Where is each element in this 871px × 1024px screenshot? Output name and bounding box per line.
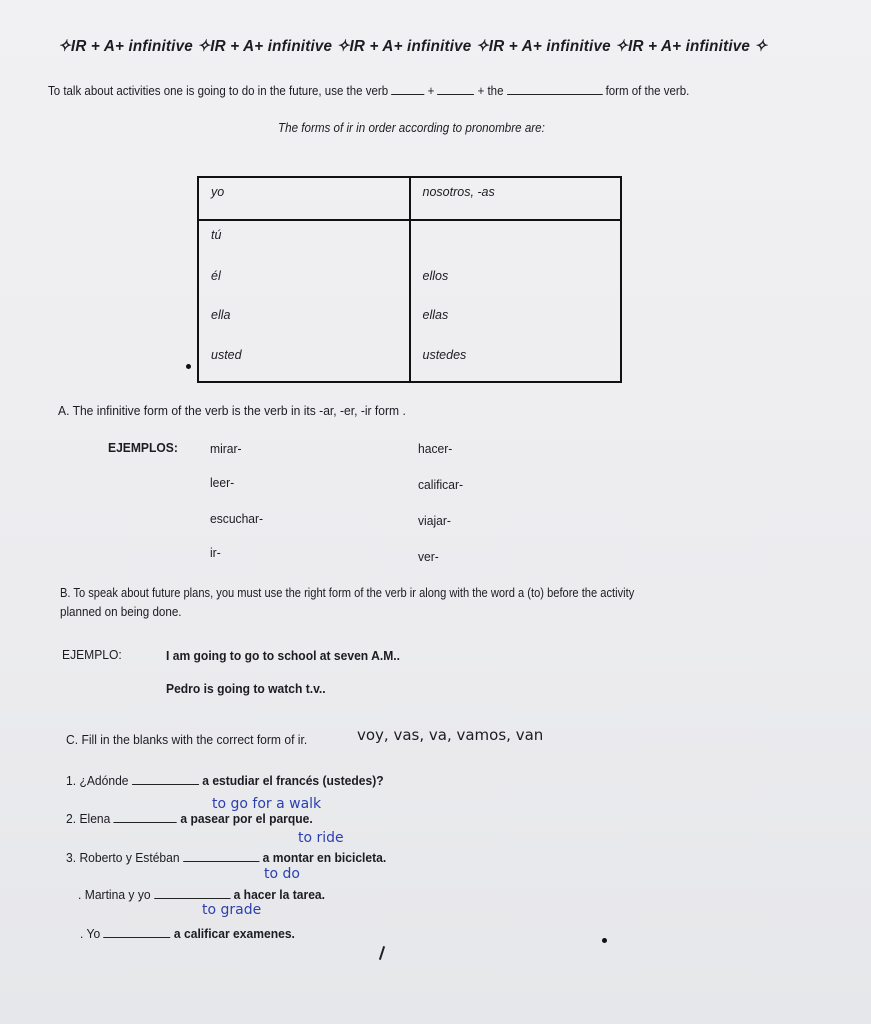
table-cell[interactable]: usted [198,341,410,382]
stray-dot [186,364,191,369]
example-sentence: Pedro is going to watch t.v.. [166,681,326,696]
item-number: . [78,887,82,902]
ir-conjugation-table [197,176,622,383]
section-a-text: A. The infinitive form of the verb is the verb in its -ar, -er, -ir form . [58,403,406,418]
answer-blank[interactable] [132,784,199,785]
section-b-line2: planned on being done. [60,605,182,619]
header-banner: ✧IR + A+ infinitive ✧IR + A+ infinitive ✧IR + A+ infinitive ✧IR + A+ infinitive ✧IR + A+ infinitive ✧ [58,38,768,55]
item-number: 1. [66,773,77,788]
intro-plus-1: + [427,84,435,98]
item-rest: a montar en bicicleta. [262,850,387,865]
table-cell[interactable]: ellos [410,262,622,301]
example-verb: ver- [418,549,439,564]
example-verb: escuchar- [210,511,264,526]
example-sentence: I am going to go to school at seven A.M.. [166,648,400,663]
item-rest: a calificar examenes. [173,926,295,941]
item-number: . [80,926,84,941]
forms-heading: The forms of ir in order according to pronombre are: [278,121,545,135]
item-subject: Martina y yo [84,887,151,902]
section-c-instruction: C. Fill in the blanks with the correct form of ir. [66,732,308,747]
item-rest: a hacer la tarea. [233,887,326,902]
example-verb: leer- [210,475,235,490]
handwritten-note: to grade [202,902,262,918]
handwritten-note: to go for a walk [212,796,322,812]
intro-text: To talk about activities one is going to do in the future, use the verb [48,84,389,98]
handwritten-note: to ride [298,830,344,846]
intro-plus-2: + the [477,84,504,98]
item-rest: a pasear por el parque. [180,811,313,826]
blank-2[interactable] [438,94,475,95]
intro-text-end: form of the verb. [605,84,690,98]
blank-1[interactable] [391,94,424,95]
table-cell[interactable]: ellas [410,301,622,340]
item-subject: Elena [79,811,111,826]
answer-blank[interactable] [154,898,230,899]
table-cell[interactable]: tú [198,220,410,261]
handwritten-note: to do [264,866,300,882]
fill-item-2 [66,811,313,826]
example-verb: viajar- [418,513,451,528]
answer-blank[interactable] [114,822,177,823]
answer-bank: voy, vas, va, vamos, van [357,726,544,744]
fill-item-3 [66,850,386,865]
table-cell[interactable]: ella [198,301,410,340]
table-cell[interactable]: nosotros, -as [410,177,622,220]
item-subject: Yo [86,926,101,941]
table-cell[interactable]: él [198,262,410,301]
item-subject: Roberto y Estéban [79,850,180,865]
examples-label: EJEMPLOS: [108,440,178,455]
stray-dot [602,938,607,943]
table-cell[interactable]: ustedes [410,341,622,382]
example-verb: calificar- [418,477,464,492]
blank-3[interactable] [507,94,603,95]
item-number: 2. [66,811,77,826]
table-cell[interactable] [410,220,622,261]
fill-item-5 [80,926,295,941]
section-b-line1: B. To speak about future plans, you must use the right form of the verb ir along with the word a (to) before the activity [60,586,635,600]
fill-item-1 [66,773,384,788]
pencil-mark [379,946,385,960]
item-subject: ¿Adónde [79,773,129,788]
answer-blank[interactable] [104,937,171,938]
example-verb: ir- [210,545,221,560]
intro-sentence [48,84,689,98]
example-verb: hacer- [418,441,453,456]
example-verb: mirar- [210,441,242,456]
fill-item-4 [78,887,325,902]
ejemplo-label: EJEMPLO: [62,647,122,662]
table-cell[interactable]: yo [198,177,410,220]
item-number: 3. [66,850,77,865]
answer-blank[interactable] [183,861,259,862]
item-rest: a estudiar el francés (ustedes)? [202,773,384,788]
